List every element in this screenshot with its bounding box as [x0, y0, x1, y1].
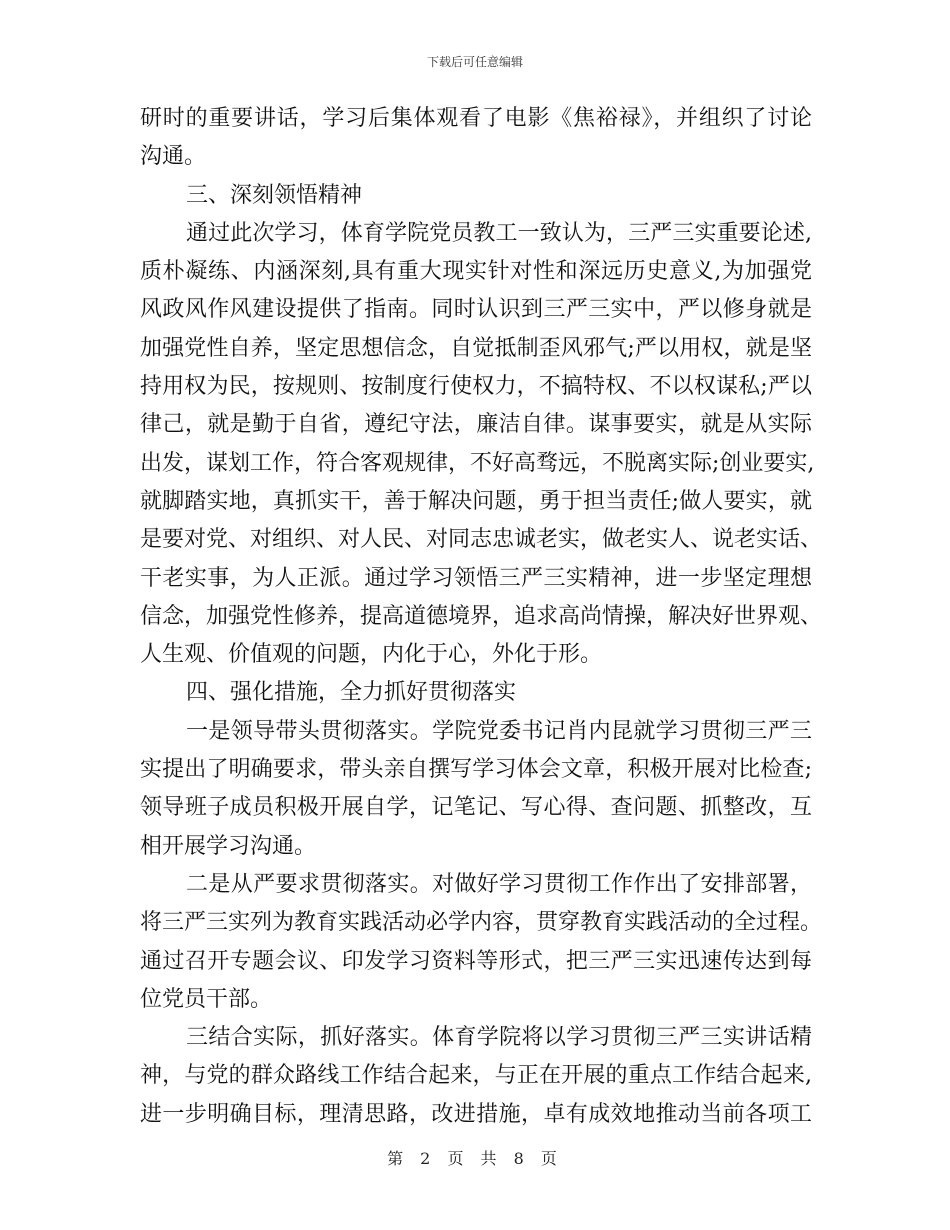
- page-number-footer: 第 2 页 共 8 页: [387, 1149, 563, 1168]
- body-text: [140, 100, 823, 1134]
- text-line: 三结合实际，抓好落实。体育学院将以学习贯彻三严三实讲话精: [186, 1025, 812, 1051]
- text-line: 通过召开专题会议、印发学习资料等形式，把三严三实迅速传达到每: [140, 948, 812, 974]
- text-line: 进一步明确目标，理清思路，改进措施，卓有成效地推动当前各项工: [140, 1101, 812, 1127]
- text-line: 神，与党的群众路线工作结合起来，与正在开展的重点工作结合起来,: [140, 1063, 812, 1089]
- text-line: 加强党性自养，坚定思想信念，自觉抵制歪风邪气;严以用权，就是坚: [140, 335, 812, 361]
- text-line: 就脚踏实地，真抓实干，善于解决问题，勇于担当责任;做人要实，就: [140, 488, 812, 514]
- page-header: 下载后可任意编辑: [426, 55, 523, 69]
- text-line: 人生观、价值观的问题，内化于心，外化于形。: [140, 642, 603, 668]
- text-line: 出发，谋划工作，符合客观规律，不好高骛远，不脱离实际;创业要实,: [140, 450, 815, 476]
- text-line: 持用权为民，按规则、按制度行使权力，不搞特权、不以权谋私;严以: [140, 374, 812, 400]
- text-line: 沟通。: [140, 144, 207, 170]
- text-line: 位党员干部。: [140, 986, 273, 1012]
- text-line: 研时的重要讲话，学习后集体观看了电影《焦裕禄》，并组织了讨论: [140, 106, 812, 131]
- text-line: 一是领导带头贯彻落实。学院党委书记肖内昆就学习贯彻三严三: [186, 718, 812, 744]
- text-line: 是要对党、对组织、对人民、对同志忠诚老实，做老实人、说老实话、: [140, 527, 823, 553]
- text-line: 通过此次学习，体育学院党员教工一致认为，三严三实重要论述,: [186, 220, 812, 246]
- section-heading: 四、强化措施，全力抓好贯彻落实: [186, 680, 517, 706]
- text-line: 实提出了明确要求，带头亲自撰写学习体会文章，积极开展对比检查;: [140, 757, 812, 783]
- text-line: 质朴凝练、内涵深刻,具有重大现实针对性和深远历史意义,为加强党: [140, 259, 812, 285]
- text-line: 风政风作风建设提供了指南。同时认识到三严三实中，严以修身就是: [140, 297, 812, 323]
- text-line: 将三严三实列为教育实践活动必学内容，贯穿教育实践活动的全过程。: [140, 910, 823, 936]
- text-line: 律己，就是勤于自省，遵纪守法，廉洁自律。谋事要实，就是从实际: [140, 412, 812, 438]
- text-line: 干老实事，为人正派。通过学习领悟三严三实精神，进一步坚定理想: [140, 565, 812, 591]
- text-line: 领导班子成员积极开展自学，记笔记、写心得、查问题、抓整改，互: [140, 795, 812, 821]
- section-heading: 三、深刻领悟精神: [186, 182, 363, 208]
- text-line: 二是从严要求贯彻落实。对做好学习贯彻工作作出了安排部署，: [186, 871, 812, 897]
- text-line: 信念，加强党性修养，提高道德境界，追求高尚情操，解决好世界观、: [140, 603, 823, 629]
- text-line: 相开展学习沟通。: [140, 833, 317, 859]
